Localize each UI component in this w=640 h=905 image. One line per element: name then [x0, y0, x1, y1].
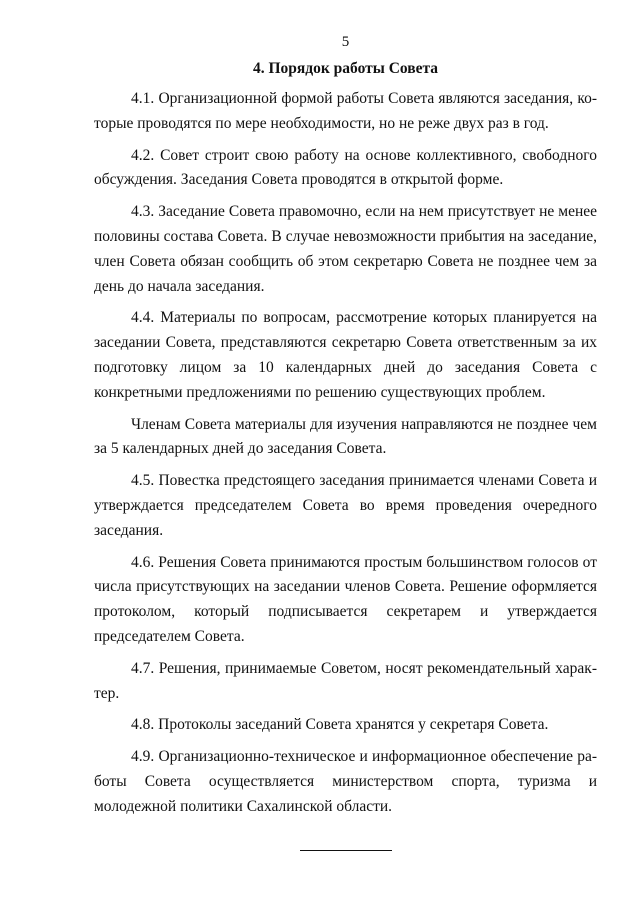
end-of-document-rule	[300, 850, 392, 851]
document-page	[94, 32, 597, 851]
paragraph-4-1: 4.1. Организационной формой работы Совета являются заседания, которые проводятся по мере необходимости, но не реже двух раз в год.	[94, 90, 597, 132]
paragraph-4-9: 4.9. Организационно-техническое и информационное обеспечение работы Совета осуществляется министерством спорта, туризма и молодежной политики Сахалинской области.	[94, 748, 597, 815]
section-title: 4. Порядок работы Совета	[252, 60, 439, 77]
paragraph-4-2: 4.2. Совет строит свою работу на основе коллективного, свободного обсуждения. Заседания Совета проводятся в открытой форме.	[94, 146, 597, 189]
paragraph-4-4-continued: Членам Совета материалы для изучения направляются не позднее чем за 5 календарных дней до заседания Совета.	[94, 415, 597, 458]
paragraph-4-3: 4.3. Заседание Совета правомочно, если на нем присутствует не менее половины состава Совета. В случае невозможности прибытия на заседание, член Совета обязан сообщить об этом секретарю Совета не позднее чем за день до начала заседания.	[94, 203, 597, 295]
paragraph-4-4: 4.4. Материалы по вопросам, рассмотрение которых планируется на заседании Совета, представляются секретарю Совета ответственным за их подготовку лицом за 10 календарных дней до заседания Совета с конкретными предложениями по решению существующих проблем.	[94, 309, 597, 401]
paragraph-4-5: 4.5. Повестка предстоящего заседания принимается членами Совета и утверждается председателем Совета во время проведения очередного заседания.	[94, 472, 597, 539]
paragraph-4-7: 4.7. Решения, принимаемые Советом, носят рекомендательный характер.	[94, 659, 597, 702]
paragraph-4-6: 4.6. Решения Совета принимаются простым большинством голосов от числа присутствующих на заседании членов Совета. Решение оформляется протоколом, который подписывается секретарем и утверждается председателем Совета.	[94, 553, 597, 645]
paragraph-4-8: 4.8. Протоколы заседаний Совета хранятся у секретаря Совета.	[131, 716, 549, 734]
page-number: 5	[341, 34, 350, 50]
